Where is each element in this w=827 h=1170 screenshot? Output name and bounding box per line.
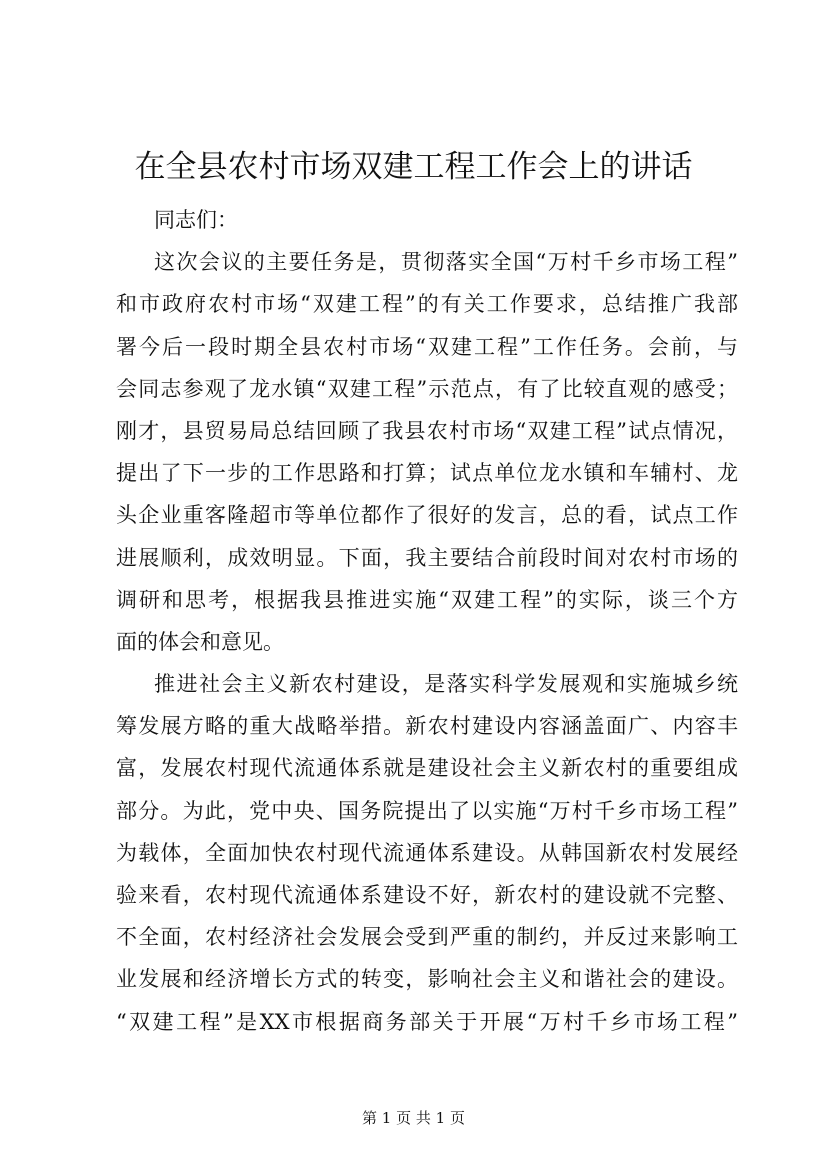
document-title: 在全县农村市场双建工程工作会上的讲话 xyxy=(134,149,693,185)
paragraph-line: 推进社会主义新农村建设，是落实科学发展观和实施城乡统 xyxy=(154,672,738,697)
paragraph-line: 提出了下一步的工作思路和打算；试点单位龙水镇和车辅村、龙 xyxy=(116,461,738,486)
paragraph-line: 这次会议的主要任务是，贯彻落实全国“万村千乡市场工程” xyxy=(154,250,738,275)
paragraph-line: 业发展和经济增长方式的转变，影响社会主义和谐社会的建设。 xyxy=(116,967,738,992)
paragraph-line: 进展顺利，成效明显。下面，我主要结合前段时间对农村市场的 xyxy=(116,545,738,570)
paragraph-line: 调研和思考，根据我县推进实施“双建工程”的实际，谈三个方 xyxy=(116,587,738,612)
paragraph-line: 为载体，全面加快农村现代流通体系建设。从韩国新农村发展经 xyxy=(116,840,738,865)
paragraph-2 xyxy=(116,663,738,1043)
paragraph-1 xyxy=(116,241,738,663)
page-footer: 第 1 页 共 1 页 xyxy=(362,1109,465,1127)
paragraph-line: 验来看，农村现代流通体系建设不好，新农村的建设就不完整、 xyxy=(116,883,738,907)
paragraph-line: 头企业重客隆超市等单位都作了很好的发言，总的看，试点工作 xyxy=(116,503,738,528)
paragraph-line: 和市政府农村市场“双建工程”的有关工作要求，总结推广我部 xyxy=(116,292,738,317)
paragraph-line: 部分。为此，党中央、国务院提出了以实施“万村千乡市场工程” xyxy=(116,798,738,823)
paragraph-line: 刚才，县贸易局总结回顾了我县农村市场“双建工程”试点情况， xyxy=(116,418,738,443)
paragraph-line: 署今后一段时期全县农村市场“双建工程”工作任务。会前，与 xyxy=(116,334,738,359)
document-body xyxy=(116,199,738,1043)
paragraph-line: 富，发展农村现代流通体系就是建设社会主义新农村的重要组成 xyxy=(116,756,738,781)
paragraph-line: 会同志参观了龙水镇“双建工程”示范点，有了比较直观的感受； xyxy=(116,376,738,401)
paragraph-line: 面的体会和意见。 xyxy=(116,629,284,654)
salutation: 同志们： xyxy=(154,208,238,232)
paragraph-line: 筹发展方略的重大战略举措。新农村建设内容涵盖面广、内容丰 xyxy=(116,714,738,739)
paragraph-line: 不全面，农村经济社会发展会受到严重的制约，并反过来影响工 xyxy=(116,925,738,950)
paragraph-line: “双建工程”是XX市根据商务部关于开展“万村千乡市场工程” xyxy=(116,1009,738,1034)
